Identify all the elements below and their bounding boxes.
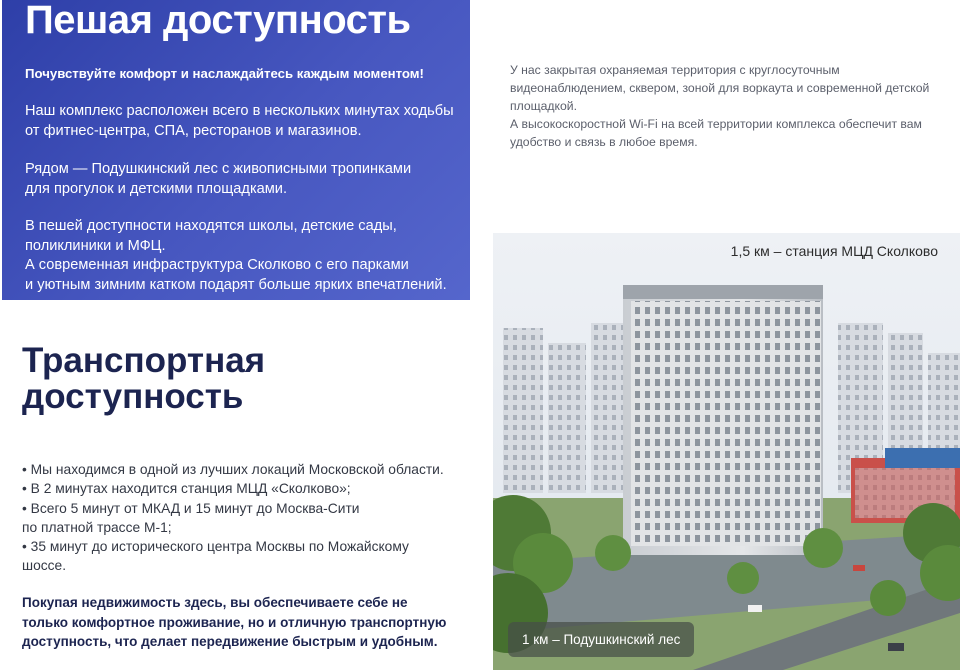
transport-title: Транспортная доступность: [22, 341, 266, 416]
walking-paragraph-1: Наш комплекс расположен всего в нескольких минутах ходьбы от фитнес-центра, СПА, ресторанов и магазинов.: [25, 103, 454, 139]
list-item: • 35 минут до исторического центра Москвы по Можайскому: [22, 539, 409, 555]
station-distance-label: 1,5 км – станция МЦД Сколково: [730, 243, 938, 259]
list-item: • Всего 5 минут от МКАД и 15 минут до Москва-Сити: [22, 500, 360, 516]
transport-closing: Покупая недвижимость здесь, вы обеспечиваете себе не только комфортное проживание, но и отличную транспортную доступность, что делает передвижение быстрым и удобным.: [22, 595, 447, 649]
walking-accessibility-panel: [2, 0, 470, 300]
walking-paragraph-2: Рядом — Подушкинский лес с живописными тропинками для прогулок и детскими площадками.: [25, 161, 412, 197]
walking-title: Пешая доступность: [25, 0, 411, 42]
walking-paragraph-3: В пешей доступности находятся школы, детские сады, поликлиники и МФЦ. А современная инфраструктура Сколково с его парками и уютным зимним катком подарят больше ярких впечатлений.: [25, 218, 447, 293]
list-item: шоссе.: [22, 558, 67, 574]
list-item: по платной трассе М-1;: [22, 519, 172, 535]
list-item: • В 2 минутах находится станция МЦД «Сколково»;: [22, 481, 351, 497]
list-item: • Мы находимся в одной из лучших локаций Московской области.: [22, 462, 444, 477]
forest-distance-label: 1 км – Подушкинский лес: [508, 622, 694, 657]
transport-bullets: [22, 460, 444, 576]
walking-lead: Почувствуйте комфорт и наслаждайтесь каждым моментом!: [25, 66, 424, 81]
territory-description: У нас закрытая охраняемая территория с круглосуточным видеонаблюдением, сквером, зоной для воркаута и современной детской площадкой. А высокоскоростной Wi-Fi на всей территории комплекса обеспечит вам удобство и связь в любое время.: [510, 63, 930, 149]
building-illustration: [493, 233, 960, 670]
building-photo: [493, 233, 960, 670]
